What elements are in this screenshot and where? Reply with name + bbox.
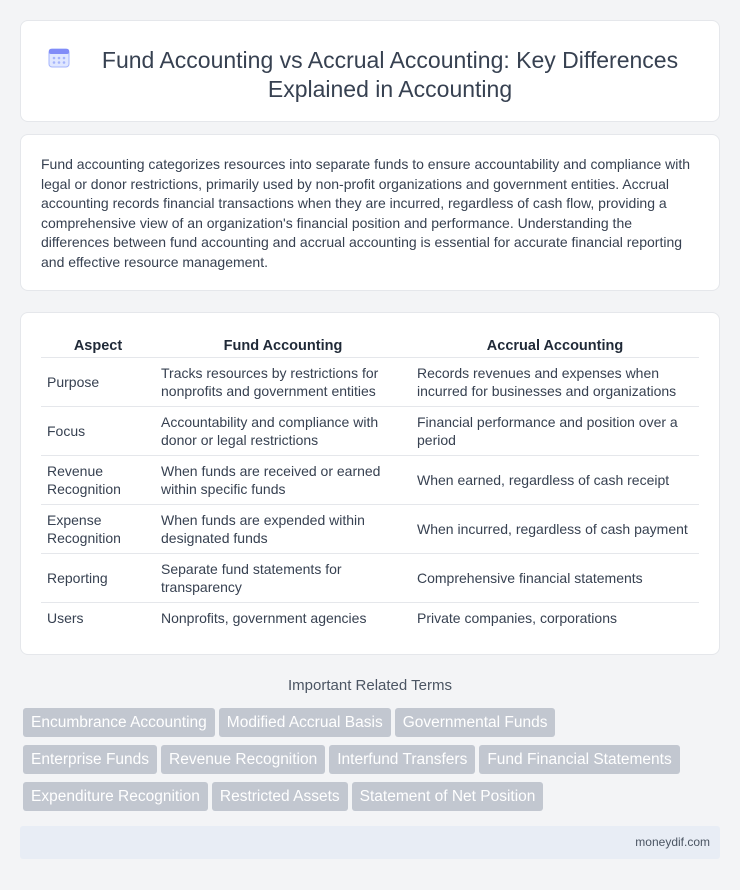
related-term-tag[interactable]: Expenditure Recognition: [23, 782, 208, 811]
header-accrual-accounting: Accrual Accounting: [411, 335, 699, 357]
accrual-accounting-cell: Private companies, corporations: [411, 602, 699, 633]
accrual-accounting-cell: Financial performance and position over a period: [411, 406, 699, 455]
table-row: [41, 602, 699, 633]
intro-card: [20, 134, 720, 291]
aspect-cell: Focus: [41, 406, 155, 455]
title-wrap: [41, 46, 699, 104]
aspect-cell: Expense Recognition: [41, 504, 155, 553]
related-term-tag[interactable]: Restricted Assets: [212, 782, 348, 811]
related-terms-list: [23, 708, 723, 819]
fund-accounting-cell: When funds are expended within designated funds: [155, 504, 411, 553]
fund-accounting-cell: Tracks resources by restrictions for nonprofits and government entities: [155, 357, 411, 406]
related-term-tag[interactable]: Governmental Funds: [395, 708, 556, 737]
footer: [20, 826, 720, 859]
aspect-cell: Users: [41, 602, 155, 633]
table-row: [41, 406, 699, 455]
aspect-cell: Revenue Recognition: [41, 455, 155, 504]
comparison-card: [20, 312, 720, 655]
table-row: [41, 553, 699, 602]
fund-accounting-cell: When funds are received or earned within specific funds: [155, 455, 411, 504]
related-term-tag[interactable]: Interfund Transfers: [329, 745, 475, 774]
table-body: [41, 357, 699, 633]
table-header-row: [41, 335, 699, 357]
aspect-cell: Reporting: [41, 553, 155, 602]
related-term-tag[interactable]: Fund Financial Statements: [479, 745, 679, 774]
header-aspect: Aspect: [41, 335, 155, 357]
fund-accounting-cell: Nonprofits, government agencies: [155, 602, 411, 633]
accrual-accounting-cell: Comprehensive financial statements: [411, 553, 699, 602]
accrual-accounting-cell: When earned, regardless of cash receipt: [411, 455, 699, 504]
footer-site: moneydif.com: [635, 835, 710, 849]
table-row: [41, 504, 699, 553]
table-row: [41, 455, 699, 504]
related-term-tag[interactable]: Revenue Recognition: [161, 745, 325, 774]
fund-accounting-cell: Separate fund statements for transparency: [155, 553, 411, 602]
related-term-tag[interactable]: Enterprise Funds: [23, 745, 157, 774]
fund-accounting-cell: Accountability and compliance with donor or legal restrictions: [155, 406, 411, 455]
intro-text: Fund accounting categorizes resources into separate funds to ensure accountability and compliance with legal or donor restrictions, primarily used by non-profit organizations and government entities. Accrual accounting records financial transactions when they are incurred, regardless of cash flow, providing a comprehensive view of an organization's financial position and performance. Understanding the differences between fund accounting and accrual accounting is essential for accurate financial reporting and effective resource management.: [41, 156, 691, 270]
page-title: Fund Accounting vs Accrual Accounting: Key Differences Explained in Accounting: [101, 47, 679, 102]
related-terms-title: Important Related Terms: [288, 677, 452, 694]
header-fund-accounting: Fund Accounting: [155, 335, 411, 357]
aspect-cell: Purpose: [41, 357, 155, 406]
related-term-tag[interactable]: Encumbrance Accounting: [23, 708, 215, 737]
related-term-tag[interactable]: Statement of Net Position: [352, 782, 544, 811]
table-row: [41, 357, 699, 406]
comparison-table: [41, 335, 699, 633]
related-term-tag[interactable]: Modified Accrual Basis: [219, 708, 391, 737]
accrual-accounting-cell: Records revenues and expenses when incurred for businesses and organizations: [411, 357, 699, 406]
accrual-accounting-cell: When incurred, regardless of cash payment: [411, 504, 699, 553]
header-card: [20, 20, 720, 122]
